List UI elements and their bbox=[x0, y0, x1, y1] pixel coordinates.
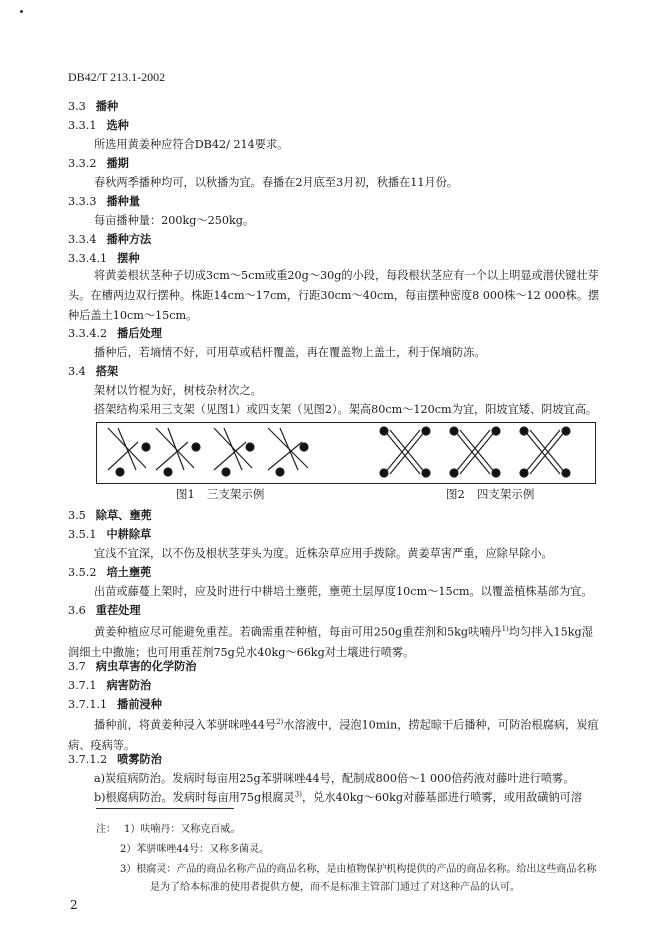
heading-3-5: 3.5 除草、壅蔸 bbox=[68, 508, 152, 522]
footnote-rule bbox=[96, 808, 234, 809]
paragraph-3-4-b: 搭架结构采用三支架（见图1）或四支架（见图2）。架高80cm～120cm为宜，阳坡宜矮、阴坡宜高。 bbox=[94, 403, 598, 416]
scan-dot bbox=[20, 10, 23, 13]
paragraph-3-4-a: 架材以竹棍为好，树枝杂材次之。 bbox=[94, 384, 262, 397]
heading-3-7: 3.7 病虫草害的化学防治 bbox=[68, 659, 197, 673]
footnote-3-line-2: 是为了给本标准的使用者提供方便，而不是标准主管部门通过了对这种产品的认可。 bbox=[150, 882, 520, 893]
figure-2-caption: 图2 四支架示例 bbox=[446, 487, 535, 501]
heading-3-4: 3.4 搭架 bbox=[68, 364, 119, 378]
page-number: 2 bbox=[70, 898, 78, 912]
three-support-unit-4 bbox=[268, 428, 308, 476]
four-support-unit-3 bbox=[520, 427, 570, 477]
heading-3-7-1-2: 3.7.1.2 喷雾防治 bbox=[68, 752, 162, 766]
paragraph-3-5-2: 出苗或藤蔓上架时，应及时进行中耕培土壅蔸，壅蔸土层厚度10cm～15cm。以覆盖植株基部为宜。 bbox=[94, 585, 593, 598]
paragraph-3-6: 黄姜种植应尽可能避免重茬。若确需重茬种植，每亩可用250g重茬剂和5kg呋喃丹$^{1)}$均匀拌入15kg湿润细土中撒施；也可用重茬剂75g兑水40kg～66kg对土壤进行喷雾。 bbox=[68, 625, 593, 659]
heading-3-3-3: 3.3.3 播种量 bbox=[68, 194, 141, 208]
footnote-ref-1: 1) bbox=[501, 625, 509, 633]
heading-3-3-4-2: 3.3.4.2 播后处理 bbox=[68, 326, 162, 340]
paragraph-3-3-1: 所选用黄姜种应符合DB42/ 214要求。 bbox=[94, 138, 289, 151]
paragraph-3-3-4-2: 播种后，若墒情不好，可用草或秸杆覆盖，再在覆盖物上盖土，利于保墒防冻。 bbox=[94, 346, 486, 359]
figure-1-caption: 图1 三支架示例 bbox=[176, 487, 265, 501]
paragraph-3-7-1-1: 播种前，将黄姜种浸入苯骈咪唑44号$^{2)}$水溶液中，浸泡10min，捞起晾干后播种，可防治根腐病，炭疽病、疫病等。 bbox=[68, 718, 599, 752]
list-item-a: a)炭疽病防治。发病时每亩用25g苯骈咪唑44号，配制成800倍～1 000倍药液对藤叶进行喷雾。 bbox=[94, 772, 575, 785]
footnote-2: 2）苯骈咪唑44号：又称多菌灵。 bbox=[120, 844, 270, 855]
footnote-ref-2: 2) bbox=[276, 718, 284, 726]
heading-3-3: 3.3 播种 bbox=[68, 99, 119, 113]
heading-3-3-4: 3.3.4 播种方法 bbox=[68, 232, 152, 246]
three-support-unit-1 bbox=[108, 428, 150, 476]
heading-3-5-2: 3.5.2 培土壅蔸 bbox=[68, 565, 152, 579]
paragraph-3-3-4-1: 将黄姜根状茎种子切成3cm～5cm或重20g～30g的小段，每段根状茎应有一个以上明显或潜伏键壮芽头。在槽两边双行摆种。株距14cm～17cm，行距30cm～40cm，每亩摆种密度8 000株～12 000株。摆种后盖土10cm～15cm。 bbox=[68, 269, 600, 322]
footnote-3-line-1: 3）根腐灵：产品的商品名称产品的商品名称，是由植物保护机构提供的产品的商品名称。给出这些商品名称 bbox=[120, 864, 597, 875]
heading-3-3-2: 3.3.2 播期 bbox=[68, 156, 129, 170]
trellis-figures bbox=[96, 422, 596, 490]
four-support-unit-1 bbox=[380, 427, 430, 477]
three-support-unit-3 bbox=[214, 428, 254, 476]
heading-3-3-4-1: 3.3.4.1 摆种 bbox=[68, 251, 140, 265]
paragraph-3-3-3: 每亩播种量：200kg～250kg。 bbox=[94, 214, 255, 227]
heading-3-6: 3.6 重茬处理 bbox=[68, 603, 141, 617]
document-code: DB42/T 213.1-2002 bbox=[68, 70, 166, 84]
paragraph-3-3-2: 春秋两季播种均可，以秋播为宜。春播在2月底至3月初，秋播在11月份。 bbox=[94, 176, 459, 189]
footnote-1: 注： 1）呋喃丹：又称克百威。 bbox=[96, 824, 241, 835]
heading-3-5-1: 3.5.1 中耕除草 bbox=[68, 527, 152, 541]
list-item-b: b)根腐病防治。发病时每亩用75g根腐灵$^{3)}$，兑水40kg～60kg对藤基部进行喷雾，或用敌磺钠可溶 bbox=[94, 790, 583, 804]
footnote-ref-3: 3) bbox=[294, 790, 302, 799]
heading-3-7-1-1: 3.7.1.1 播前浸种 bbox=[68, 697, 162, 711]
paragraph-3-5-1: 宜浅不宜深，以不伤及根状茎芽头为度。近株杂草应用手拨除。黄姜草害严重，应除早除小。 bbox=[94, 547, 553, 560]
heading-3-3-1: 3.3.1 选种 bbox=[68, 118, 129, 132]
four-support-unit-2 bbox=[450, 427, 500, 477]
heading-3-7-1: 3.7.1 病害防治 bbox=[68, 678, 152, 692]
three-support-unit-2 bbox=[156, 428, 200, 476]
trellis-figures-svg bbox=[96, 422, 596, 484]
